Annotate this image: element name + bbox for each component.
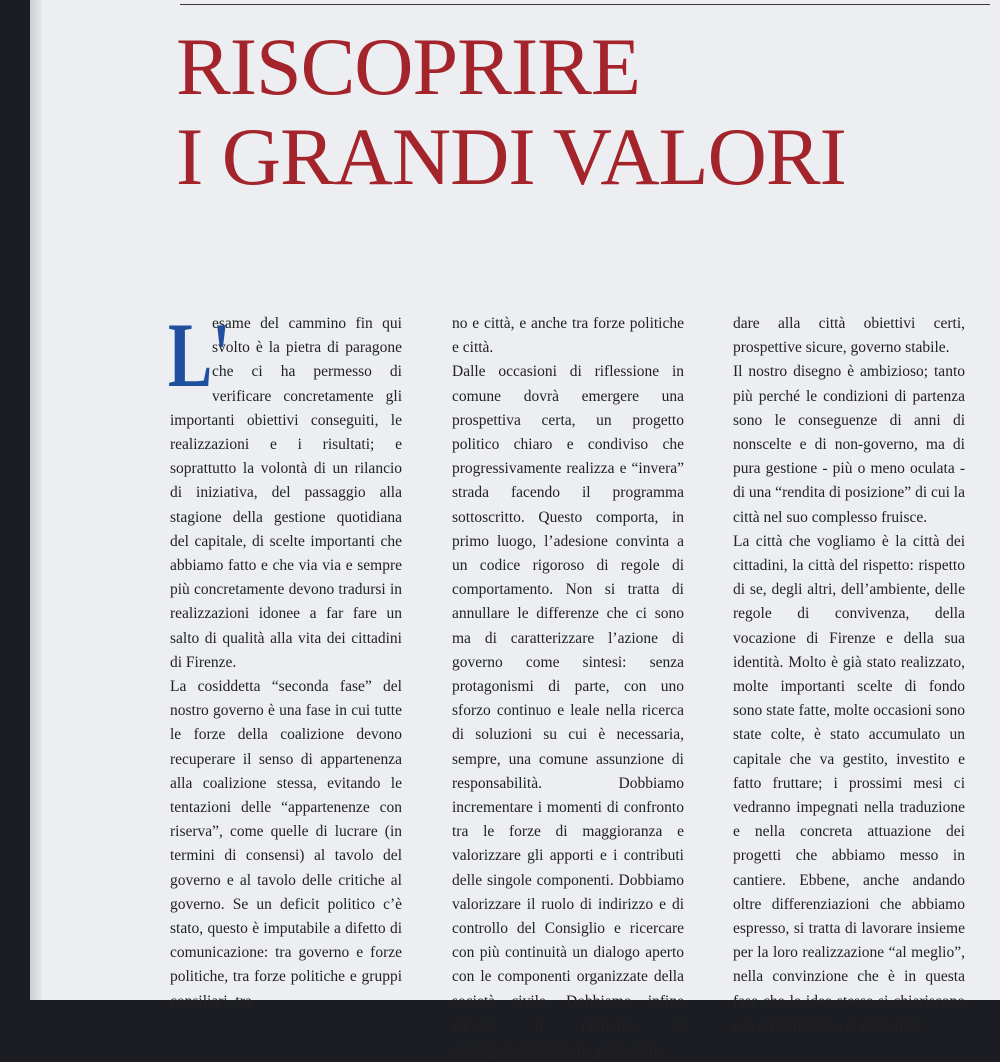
paragraph-text: esame del cammino fin qui svolto è la pietra di paragone che ci ha permesso di verificare concretamente gli importanti obiettivi conseguiti, le realizzazioni e i risultati; e soprattutto la volontà di un rilancio di iniziativa, del passaggio alla stagione della gestione quotidiana del capitale, di scelte importanti che abbiamo fatto e che via via e sempre più concretamente devono tradursi in realizzazioni idonee a far fare un salto di qualità alla vita dei cittadini di Firenze. xyxy=(170,315,402,671)
title-line-1: RISCOPRIRE xyxy=(176,21,640,112)
article-paragraph: dare alla città obiettivi certi, prospettive sicure, governo stabile. xyxy=(733,315,965,357)
top-rule xyxy=(180,4,990,5)
drop-cap: L' xyxy=(168,304,231,406)
article-paragraph: La città che vogliamo è la città dei cittadini, la città del rispetto: rispetto di se, degli altri, dell’ambiente, delle regole di convivenza, della vocazione di Firenze e della sua identità. Molto è già stato realizzato, molte importanti scelte di fondo sono state fatte, molte occasioni sono state colte, è stato accumulato un capitale che va gestito, investito e fatto fruttare; i prossimi mesi ci vedranno impegnati nella traduzione e nella concreta attuazione dei progetti che abbiamo messo in cantiere. Ebbene, anche andando oltre differenziazioni che abbiamo espresso, si tratta di lavorare insieme per la loro realizzazione “al meglio”, nella convinzione che è in questa fase che le idee stesse si chiariscono e si arricchiscono di contenuti. xyxy=(733,532,965,1034)
article-paragraph xyxy=(168,304,402,675)
page-edge xyxy=(30,0,42,1000)
magazine-page xyxy=(30,0,1000,1059)
article-paragraph: no e città, e anche tra forze politiche e città. xyxy=(452,315,684,357)
title-line-2: I GRANDI VALORI xyxy=(176,111,846,202)
article-paragraph: Il nostro disegno è ambizioso; tanto più perché le condizioni di partenza sono le conseguenze di anni di nonscelte e di non-governo, ma di pura gestione - più o meno oculata - di una “rendita di posizione” di cui la città nel suo complesso fruisce. xyxy=(733,363,965,526)
article-column-1 xyxy=(168,304,402,1014)
article-paragraph: Dalle occasioni di riflessione in comune dovrà emergere una prospettiva certa, un progetto politico chiaro e condiviso che progressivamente realizza e “invera” strada facendo il programma sottoscritto. Questo comporta, in primo luogo, l’adesione convinta a un codice rigoroso di regole di comportamento. Non si tratta di annullare le differenze che ci sono ma di caratterizzare l’azione di governo come sintesi: senza protagonismi di parte, con uno sforzo continuo e leale nella ricerca di soluzioni su cui è necessaria, sempre, una comune assunzione di responsabilità. Dobbiamo incrementare i momenti di confronto tra le forze di maggioranza e valorizzare gli apporti e i contributi delle singole componenti. Dobbiamo valorizzare il ruolo di indirizzo e di controllo del Consiglio e ricercare con più continuità un dialogo aperto con le componenti organizzate della società civile. Dobbiamo infine elevare il rapporto di corresponsabilità nella guida della xyxy=(452,363,684,1059)
page-title xyxy=(176,22,846,202)
article-column-3 xyxy=(733,312,965,1038)
article-column-2 xyxy=(452,312,684,1062)
article-paragraph: La cosiddetta “seconda fase” del nostro governo è una fase in cui tutte le forze della coalizione devono recuperare il senso di appartenenza alla coalizione stessa, evitando le tentazioni delle “appartenenze con riserva”, come quelle di lucrare (in termini di consensi) al tavolo del governo e al tavolo delle critiche al governo. Se un deficit politico c’è stato, questo è imputabile a difetto di comunicazione: tra governo e forze politiche, tra forze politiche e gruppi consiliari, tra xyxy=(170,678,402,1010)
